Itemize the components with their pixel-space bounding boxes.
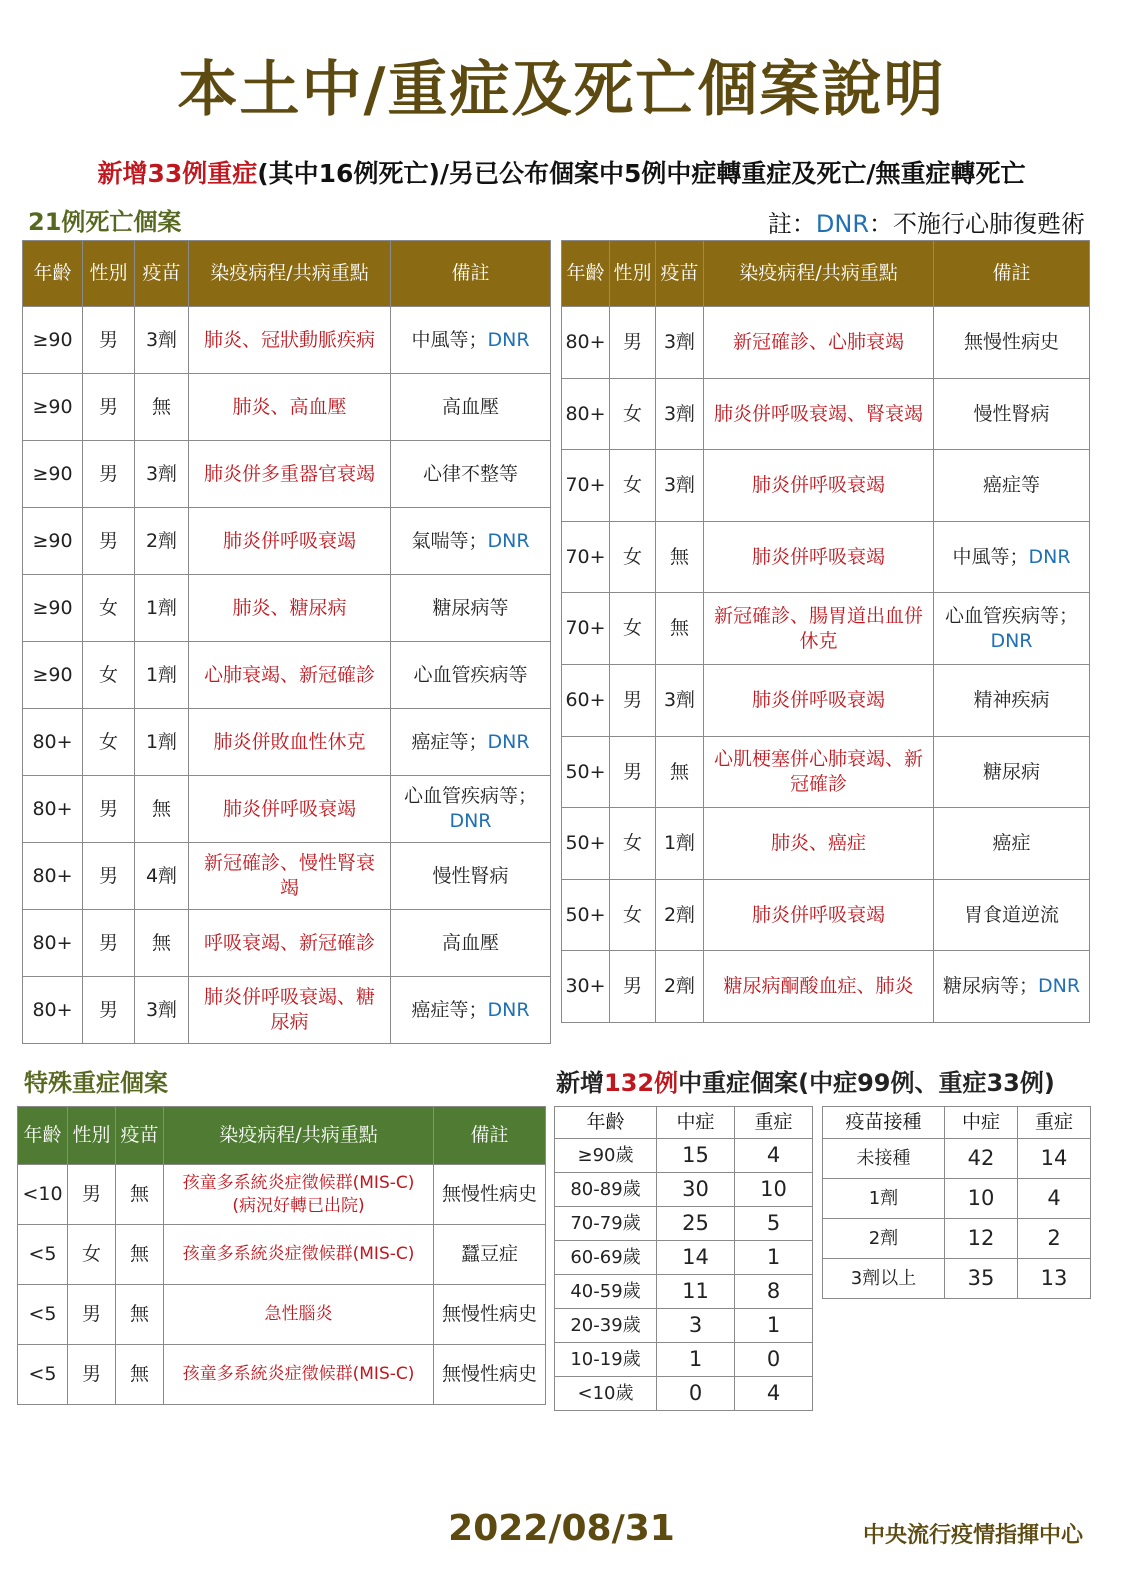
remark-text: 癌症 <box>992 832 1031 855</box>
vaccine-cell: 3劑 <box>135 307 189 374</box>
vaccine-cell: 1劑 <box>135 575 189 642</box>
age-cell: 70+ <box>562 450 610 522</box>
table-row <box>562 808 1090 880</box>
course-cell: 肺炎、癌症 <box>704 808 934 880</box>
course-cell: 肺炎併呼吸衰竭、糖尿病 <box>189 977 391 1044</box>
row-label: 10-19歲 <box>555 1343 657 1377</box>
age-cell: <5 <box>18 1225 68 1285</box>
remark-cell <box>934 378 1090 450</box>
header-vaccine: 疫苗 <box>656 241 704 307</box>
vaccine-cell: 1劑 <box>656 808 704 880</box>
course-cell: 新冠確診、心肺衰竭 <box>704 307 934 379</box>
course-cell: 肺炎併呼吸衰竭 <box>704 879 934 951</box>
age-cell: ≥90 <box>23 307 83 374</box>
vaccine-cell: 無 <box>116 1285 164 1345</box>
sex-cell: 女 <box>610 593 656 665</box>
remark-text: 氣喘等； <box>411 529 488 552</box>
vaccine-cell: 無 <box>135 910 189 977</box>
summary-header: 中症 <box>657 1107 735 1139</box>
table-row <box>18 1165 546 1225</box>
moderate-count: 30 <box>657 1173 735 1207</box>
dnr-note <box>768 204 1085 239</box>
table-row <box>562 593 1090 665</box>
severe-count: 10 <box>735 1173 813 1207</box>
remark-cell <box>934 951 1090 1023</box>
row-label: 未接種 <box>823 1139 945 1179</box>
table-row <box>555 1173 813 1207</box>
vaccine-cell: 無 <box>116 1165 164 1225</box>
vaccine-cell: 3劑 <box>656 307 704 379</box>
remark-cell <box>391 709 551 776</box>
header-course: 染疫病程/共病重點 <box>704 241 934 307</box>
vaccine-cell: 3劑 <box>656 450 704 522</box>
age-cell: ≥90 <box>23 642 83 709</box>
sex-cell: 男 <box>610 736 656 808</box>
remark-text: 無慢性病史 <box>963 330 1059 353</box>
row-label: 1劑 <box>823 1179 945 1219</box>
moderate-count: 25 <box>657 1207 735 1241</box>
age-cell: 80+ <box>23 910 83 977</box>
remark-text: 心血管疾病等 <box>413 663 528 686</box>
course-cell: 肺炎併呼吸衰竭、腎衰竭 <box>704 378 934 450</box>
table-row <box>23 374 551 441</box>
table-row <box>18 1225 546 1285</box>
row-label: 3劑以上 <box>823 1259 945 1299</box>
age-cell: 80+ <box>562 307 610 379</box>
moderate-count: 42 <box>945 1139 1018 1179</box>
course-cell: 心肌梗塞併心肺衰竭、新冠確診 <box>704 736 934 808</box>
vaccine-cell: 2劑 <box>135 508 189 575</box>
course-cell: 肺炎、冠狀動脈疾病 <box>189 307 391 374</box>
remark-text: 癌症等； <box>411 998 488 1021</box>
vaccine-cell: 無 <box>135 374 189 441</box>
dnr-label: DNR <box>990 629 1033 652</box>
sex-cell: 女 <box>610 378 656 450</box>
summary-header: 中症 <box>945 1107 1018 1139</box>
remark-text: 糖尿病 <box>982 760 1040 783</box>
remark-cell <box>934 521 1090 593</box>
vaccine-cell: 1劑 <box>135 709 189 776</box>
header-vaccine: 疫苗 <box>135 241 189 307</box>
sex-cell: 男 <box>68 1165 116 1225</box>
age-cell: 50+ <box>562 808 610 880</box>
dnr-label: DNR <box>487 730 530 753</box>
remark-cell <box>391 843 551 910</box>
remark-text: 心律不整等 <box>422 462 518 485</box>
age-cell: ≥90 <box>23 508 83 575</box>
remark-cell: 無慢性病史 <box>434 1285 546 1345</box>
course-cell: 肺炎併多重器官衰竭 <box>189 441 391 508</box>
moderate-count: 12 <box>945 1219 1018 1259</box>
summary-header: 年齡 <box>555 1107 657 1139</box>
sex-cell: 女 <box>610 521 656 593</box>
remark-text: 高血壓 <box>441 931 499 954</box>
age-cell: 80+ <box>23 709 83 776</box>
remark-cell <box>391 575 551 642</box>
age-cell: 80+ <box>23 977 83 1044</box>
row-label: ≥90歲 <box>555 1139 657 1173</box>
remark-text: 癌症等 <box>982 474 1040 497</box>
sex-cell: 女 <box>83 575 135 642</box>
course-line: 孩童多系統炎症徵候群(MIS-C) <box>182 1364 415 1385</box>
remark-cell: 無慢性病史 <box>434 1345 546 1405</box>
header-vaccine: 疫苗 <box>116 1107 164 1165</box>
death-table-right <box>561 240 1090 1023</box>
age-cell: 80+ <box>23 776 83 843</box>
vaccine-cell: 無 <box>116 1345 164 1405</box>
remark-cell <box>934 808 1090 880</box>
age-cell: 50+ <box>562 879 610 951</box>
header-age: 年齡 <box>23 241 83 307</box>
sex-cell: 女 <box>610 808 656 880</box>
severe-count: 4 <box>735 1139 813 1173</box>
remark-cell <box>934 664 1090 736</box>
row-label: 80-89歲 <box>555 1173 657 1207</box>
header-sex: 性別 <box>68 1107 116 1165</box>
remark-cell <box>391 776 551 843</box>
vaccine-cell: 無 <box>135 776 189 843</box>
age-cell: 70+ <box>562 521 610 593</box>
vaccine-cell: 無 <box>656 521 704 593</box>
severe-count: 1 <box>735 1309 813 1343</box>
table-row <box>823 1139 1091 1179</box>
remark-cell: 蠶豆症 <box>434 1225 546 1285</box>
sex-cell: 男 <box>83 910 135 977</box>
course-cell: 呼吸衰竭、新冠確診 <box>189 910 391 977</box>
header-age: 年齡 <box>562 241 610 307</box>
vaccine-cell: 無 <box>116 1225 164 1285</box>
dnr-label: DNR <box>449 810 492 832</box>
table-row <box>555 1275 813 1309</box>
table-row <box>555 1139 813 1173</box>
dnr-label: DNR <box>487 529 530 552</box>
age-cell: 60+ <box>562 664 610 736</box>
severe-count: 0 <box>735 1343 813 1377</box>
table-row <box>562 879 1090 951</box>
table-row <box>562 378 1090 450</box>
note-dnr: DNR <box>815 210 869 238</box>
table-row <box>23 575 551 642</box>
age-summary-table <box>554 1106 813 1411</box>
course-line: 孩童多系統炎症徵候群(MIS-C) <box>182 1173 415 1194</box>
vaccine-cell: 3劑 <box>656 378 704 450</box>
vaccine-cell: 3劑 <box>656 664 704 736</box>
severe-count: 5 <box>735 1207 813 1241</box>
table-row <box>555 1207 813 1241</box>
table-row <box>18 1345 546 1405</box>
special-section-header: 特殊重症個案 <box>24 1069 168 1097</box>
vaccine-cell: 無 <box>656 736 704 808</box>
table-row <box>555 1309 813 1343</box>
remark-text: 高血壓 <box>441 395 499 418</box>
course-line: (病況好轉已出院) <box>232 1195 365 1216</box>
death-section-header: 21例死亡個案 <box>28 208 182 236</box>
table-row <box>562 951 1090 1023</box>
table-row <box>23 776 551 843</box>
remark-text: 中風等； <box>952 545 1029 568</box>
header-remark: 備註 <box>934 241 1090 307</box>
sex-cell: 女 <box>68 1225 116 1285</box>
remark-text: 糖尿病等 <box>432 596 509 619</box>
sex-cell: 女 <box>83 709 135 776</box>
remark-text: 慢性腎病 <box>973 402 1050 425</box>
age-cell: 30+ <box>562 951 610 1023</box>
table-row <box>562 307 1090 379</box>
sex-cell: 女 <box>610 879 656 951</box>
age-cell: 80+ <box>23 843 83 910</box>
sex-cell: 男 <box>610 307 656 379</box>
death-table-left <box>22 240 551 1044</box>
table-row <box>823 1219 1091 1259</box>
sex-cell: 男 <box>83 508 135 575</box>
course-cell: 新冠確診、慢性腎衰竭 <box>189 843 391 910</box>
header-sex: 性別 <box>83 241 135 307</box>
vaccine-cell: 2劑 <box>656 951 704 1023</box>
subtitle-highlight: 新增33例重症 <box>97 159 258 188</box>
row-label: 40-59歲 <box>555 1275 657 1309</box>
moderate-count: 35 <box>945 1259 1018 1299</box>
special-cases-table <box>17 1106 546 1405</box>
course-line: 急性腦炎 <box>264 1304 333 1325</box>
age-cell: 70+ <box>562 593 610 665</box>
table-row <box>562 450 1090 522</box>
table-row <box>562 521 1090 593</box>
moderate-count: 10 <box>945 1179 1018 1219</box>
sex-cell: 男 <box>83 374 135 441</box>
remark-text: 精神疾病 <box>973 688 1050 711</box>
header-remark: 備註 <box>391 241 551 307</box>
severe-count: 4 <box>1018 1179 1091 1219</box>
course-cell: 肺炎併呼吸衰竭 <box>189 776 391 843</box>
moderate-count: 1 <box>657 1343 735 1377</box>
remark-cell <box>391 910 551 977</box>
course-cell: 肺炎、糖尿病 <box>189 575 391 642</box>
moderate-count: 11 <box>657 1275 735 1309</box>
header-remark: 備註 <box>434 1107 546 1165</box>
course-cell: 肺炎併呼吸衰竭 <box>704 450 934 522</box>
vaccine-cell: 1劑 <box>135 642 189 709</box>
summary-header: 重症 <box>735 1107 813 1139</box>
vaccine-cell: 4劑 <box>135 843 189 910</box>
course-cell <box>164 1285 434 1345</box>
remark-cell <box>391 642 551 709</box>
vaccine-cell: 3劑 <box>135 441 189 508</box>
header-course: 染疫病程/共病重點 <box>189 241 391 307</box>
sex-cell: 男 <box>83 843 135 910</box>
course-line: 孩童多系統炎症徵候群(MIS-C) <box>182 1244 415 1265</box>
header-sex: 性別 <box>610 241 656 307</box>
sex-cell: 男 <box>68 1345 116 1405</box>
sex-cell: 男 <box>83 441 135 508</box>
table-row <box>23 843 551 910</box>
remark-cell <box>391 441 551 508</box>
table-row <box>23 307 551 374</box>
age-cell: ≥90 <box>23 575 83 642</box>
note-prefix: 註： <box>767 210 816 238</box>
remark-cell <box>391 977 551 1044</box>
sex-cell: 女 <box>83 642 135 709</box>
sex-cell: 男 <box>610 951 656 1023</box>
course-cell <box>164 1345 434 1405</box>
moderate-count: 14 <box>657 1241 735 1275</box>
table-row <box>823 1259 1091 1299</box>
sex-cell: 男 <box>68 1285 116 1345</box>
age-cell: ≥90 <box>23 374 83 441</box>
moderate-count: 15 <box>657 1139 735 1173</box>
course-cell: 肺炎、高血壓 <box>189 374 391 441</box>
remark-cell <box>934 307 1090 379</box>
remark-cell: 無慢性病史 <box>434 1165 546 1225</box>
table-row <box>562 736 1090 808</box>
remark-cell <box>391 307 551 374</box>
table-row <box>23 910 551 977</box>
age-cell: <5 <box>18 1345 68 1405</box>
remark-cell <box>934 593 1090 665</box>
severe-count: 1 <box>735 1241 813 1275</box>
table-row <box>18 1285 546 1345</box>
course-cell <box>164 1165 434 1225</box>
moderate-count: 0 <box>657 1377 735 1411</box>
course-cell: 新冠確診、腸胃道出血併休克 <box>704 593 934 665</box>
dnr-label: DNR <box>487 998 530 1021</box>
course-cell: 肺炎併敗血性休克 <box>189 709 391 776</box>
note-suffix: ：不施行心肺復甦術 <box>869 210 1085 238</box>
remark-text: 癌症等； <box>411 730 488 753</box>
age-cell: ≥90 <box>23 441 83 508</box>
sex-cell: 男 <box>610 664 656 736</box>
sex-cell: 女 <box>610 450 656 522</box>
age-cell: 50+ <box>562 736 610 808</box>
remark-cell <box>391 374 551 441</box>
subtitle-rest: (其中16例死亡)/另已公布個案中5例中症轉重症及死亡/無重症轉死亡 <box>257 159 1026 188</box>
severe-count: 4 <box>735 1377 813 1411</box>
summary-section-header <box>556 1063 1055 1098</box>
row-label: 20-39歲 <box>555 1309 657 1343</box>
dnr-label: DNR <box>487 328 530 351</box>
summary-header: 重症 <box>1018 1107 1091 1139</box>
sex-cell: 男 <box>83 977 135 1044</box>
age-cell: 80+ <box>562 378 610 450</box>
vaccine-cell: 2劑 <box>656 879 704 951</box>
sex-cell: 男 <box>83 307 135 374</box>
remark-text: 心血管疾病等； <box>403 785 537 808</box>
row-label: 60-69歲 <box>555 1241 657 1275</box>
remark-cell <box>391 508 551 575</box>
remark-cell <box>934 736 1090 808</box>
remark-text: 糖尿病等； <box>942 975 1038 998</box>
header-age: 年齡 <box>18 1107 68 1165</box>
course-cell: 肺炎併呼吸衰竭 <box>704 521 934 593</box>
remark-cell <box>934 450 1090 522</box>
table-row <box>562 664 1090 736</box>
age-cell: <10 <box>18 1165 68 1225</box>
vaccine-summary-table <box>822 1106 1091 1299</box>
footer-org: 中央流行疫情指揮中心 <box>862 1523 1083 1548</box>
severe-count: 8 <box>735 1275 813 1309</box>
remark-text: 慢性腎病 <box>432 864 509 887</box>
table-row <box>555 1343 813 1377</box>
course-cell: 肺炎併呼吸衰竭 <box>189 508 391 575</box>
course-cell: 糖尿病酮酸血症、肺炎 <box>704 951 934 1023</box>
remark-text: 中風等； <box>411 328 488 351</box>
vaccine-cell: 無 <box>656 593 704 665</box>
dnr-label: DNR <box>1028 545 1071 568</box>
row-label: 70-79歲 <box>555 1207 657 1241</box>
table-row <box>555 1377 813 1411</box>
summary-post: 中重症個案(中症99例、重症33例) <box>678 1069 1055 1097</box>
vaccine-cell: 3劑 <box>135 977 189 1044</box>
moderate-count: 3 <box>657 1309 735 1343</box>
subtitle <box>0 154 1123 190</box>
table-row <box>23 508 551 575</box>
summary-header: 疫苗接種 <box>823 1107 945 1139</box>
table-row <box>23 441 551 508</box>
table-row <box>823 1179 1091 1219</box>
row-label: 2劑 <box>823 1219 945 1259</box>
remark-text: 胃食道逆流 <box>963 903 1059 926</box>
course-cell: 肺炎併呼吸衰竭 <box>704 664 934 736</box>
sex-cell: 男 <box>83 776 135 843</box>
course-cell: 心肺衰竭、新冠確診 <box>189 642 391 709</box>
severe-count: 14 <box>1018 1139 1091 1179</box>
remark-text: 心血管疾病等； <box>944 604 1078 627</box>
table-row <box>23 977 551 1044</box>
summary-count: 132例 <box>604 1069 679 1097</box>
age-cell: <5 <box>18 1285 68 1345</box>
summary-pre: 新增 <box>556 1069 604 1097</box>
severe-count: 13 <box>1018 1259 1091 1299</box>
table-row <box>23 709 551 776</box>
table-row <box>555 1241 813 1275</box>
course-cell <box>164 1225 434 1285</box>
row-label: <10歲 <box>555 1377 657 1411</box>
footer-date: 2022/08/31 <box>448 1508 675 1549</box>
header-course: 染疫病程/共病重點 <box>164 1107 434 1165</box>
table-row <box>23 642 551 709</box>
page-title: 本土中/重症及死亡個案說明 <box>177 55 946 125</box>
dnr-label: DNR <box>1037 975 1081 998</box>
remark-cell <box>934 879 1090 951</box>
severe-count: 2 <box>1018 1219 1091 1259</box>
